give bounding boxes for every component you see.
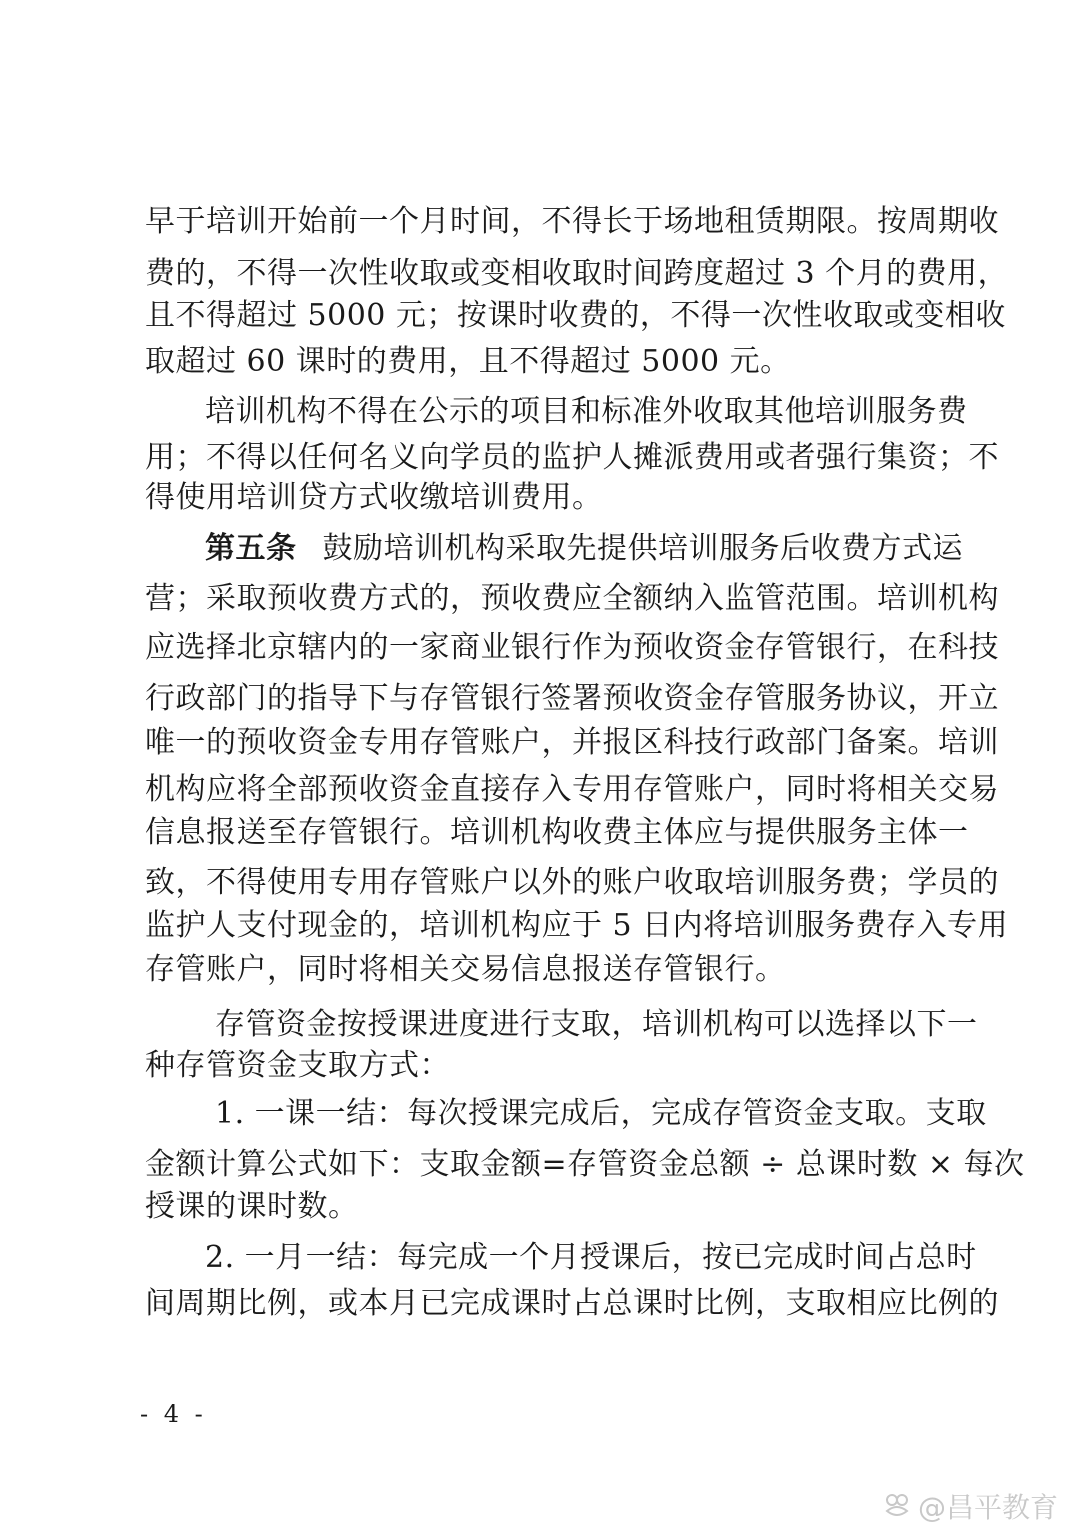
paragraph-line: 机构应将全部预收资金直接存入专用存管账户，同时将相关交易	[145, 772, 999, 807]
list-item-line: 间周期比例，或本月已完成课时占总课时比例，支取相应比例的	[145, 1286, 999, 1321]
paragraph-line: 费的，不得一次性收取或变相收取时间跨度超过 3 个月的费用，	[145, 256, 1009, 291]
paragraph-line: 行政部门的指导下与存管银行签署预收资金存管服务协议，开立	[145, 681, 999, 716]
watermark	[882, 1486, 1058, 1526]
list-item-line: 金额计算公式如下：支取金额=存管资金总额 ÷ 总课时数 × 每次	[145, 1147, 1025, 1182]
paragraph-line: 取超过 60 课时的费用，且不得超过 5000 元。	[145, 344, 791, 379]
paragraph-line: 鼓励培训机构采取先提供培训服务后收费方式运	[322, 531, 963, 566]
list-item-line: 授课的课时数。	[145, 1189, 359, 1224]
paragraph-line: 唯一的预收资金专用存管账户，并报区科技行政部门备案。培训	[145, 725, 999, 760]
paragraph-line: 早于培训开始前一个月时间，不得长于场地租赁期限。按周期收	[145, 204, 999, 239]
paragraph-line: 营；采取预收费方式的，预收费应全额纳入监管范围。培训机构	[145, 581, 999, 616]
paragraph-line: 信息报送至存管银行。培训机构收费主体应与提供服务主体一	[145, 815, 969, 850]
watermark-text: @昌平教育	[917, 1491, 1058, 1524]
article-heading: 第五条	[205, 531, 297, 566]
article-line	[205, 523, 963, 575]
paragraph-line: 且不得超过 5000 元；按课时收费的，不得一次性收取或变相收	[145, 298, 1006, 333]
paragraph-line: 得使用培训贷方式收缴培训费用。	[145, 480, 603, 515]
paragraph-line: 培训机构不得在公示的项目和标准外收取其他培训服务费	[205, 394, 968, 429]
paragraph-line: 监护人支付现金的，培训机构应于 5 日内将培训服务费存入专用	[145, 908, 1009, 943]
paragraph-line: 用；不得以任何名义向学员的监护人摊派费用或者强行集资；不	[145, 440, 999, 475]
paragraph-line: 致，不得使用专用存管账户以外的账户收取培训服务费；学员的	[145, 865, 999, 900]
watermark-logo-icon	[882, 1491, 912, 1521]
paragraph-line: 存管资金按授课进度进行支取，培训机构可以选择以下一	[215, 1007, 978, 1042]
paragraph-line: 存管账户，同时将相关交易信息报送存管银行。	[145, 952, 786, 987]
paragraph-line: 种存管资金支取方式：	[145, 1048, 450, 1083]
paragraph-line: 应选择北京辖内的一家商业银行作为预收资金存管银行，在科技	[145, 630, 999, 665]
list-item-line: 2. 一月一结：每完成一个月授课后，按已完成时间占总时	[205, 1240, 977, 1275]
list-item-line: 1. 一课一结：每次授课完成后，完成存管资金支取。支取	[215, 1096, 987, 1131]
page-number: - 4 -	[140, 1400, 207, 1428]
